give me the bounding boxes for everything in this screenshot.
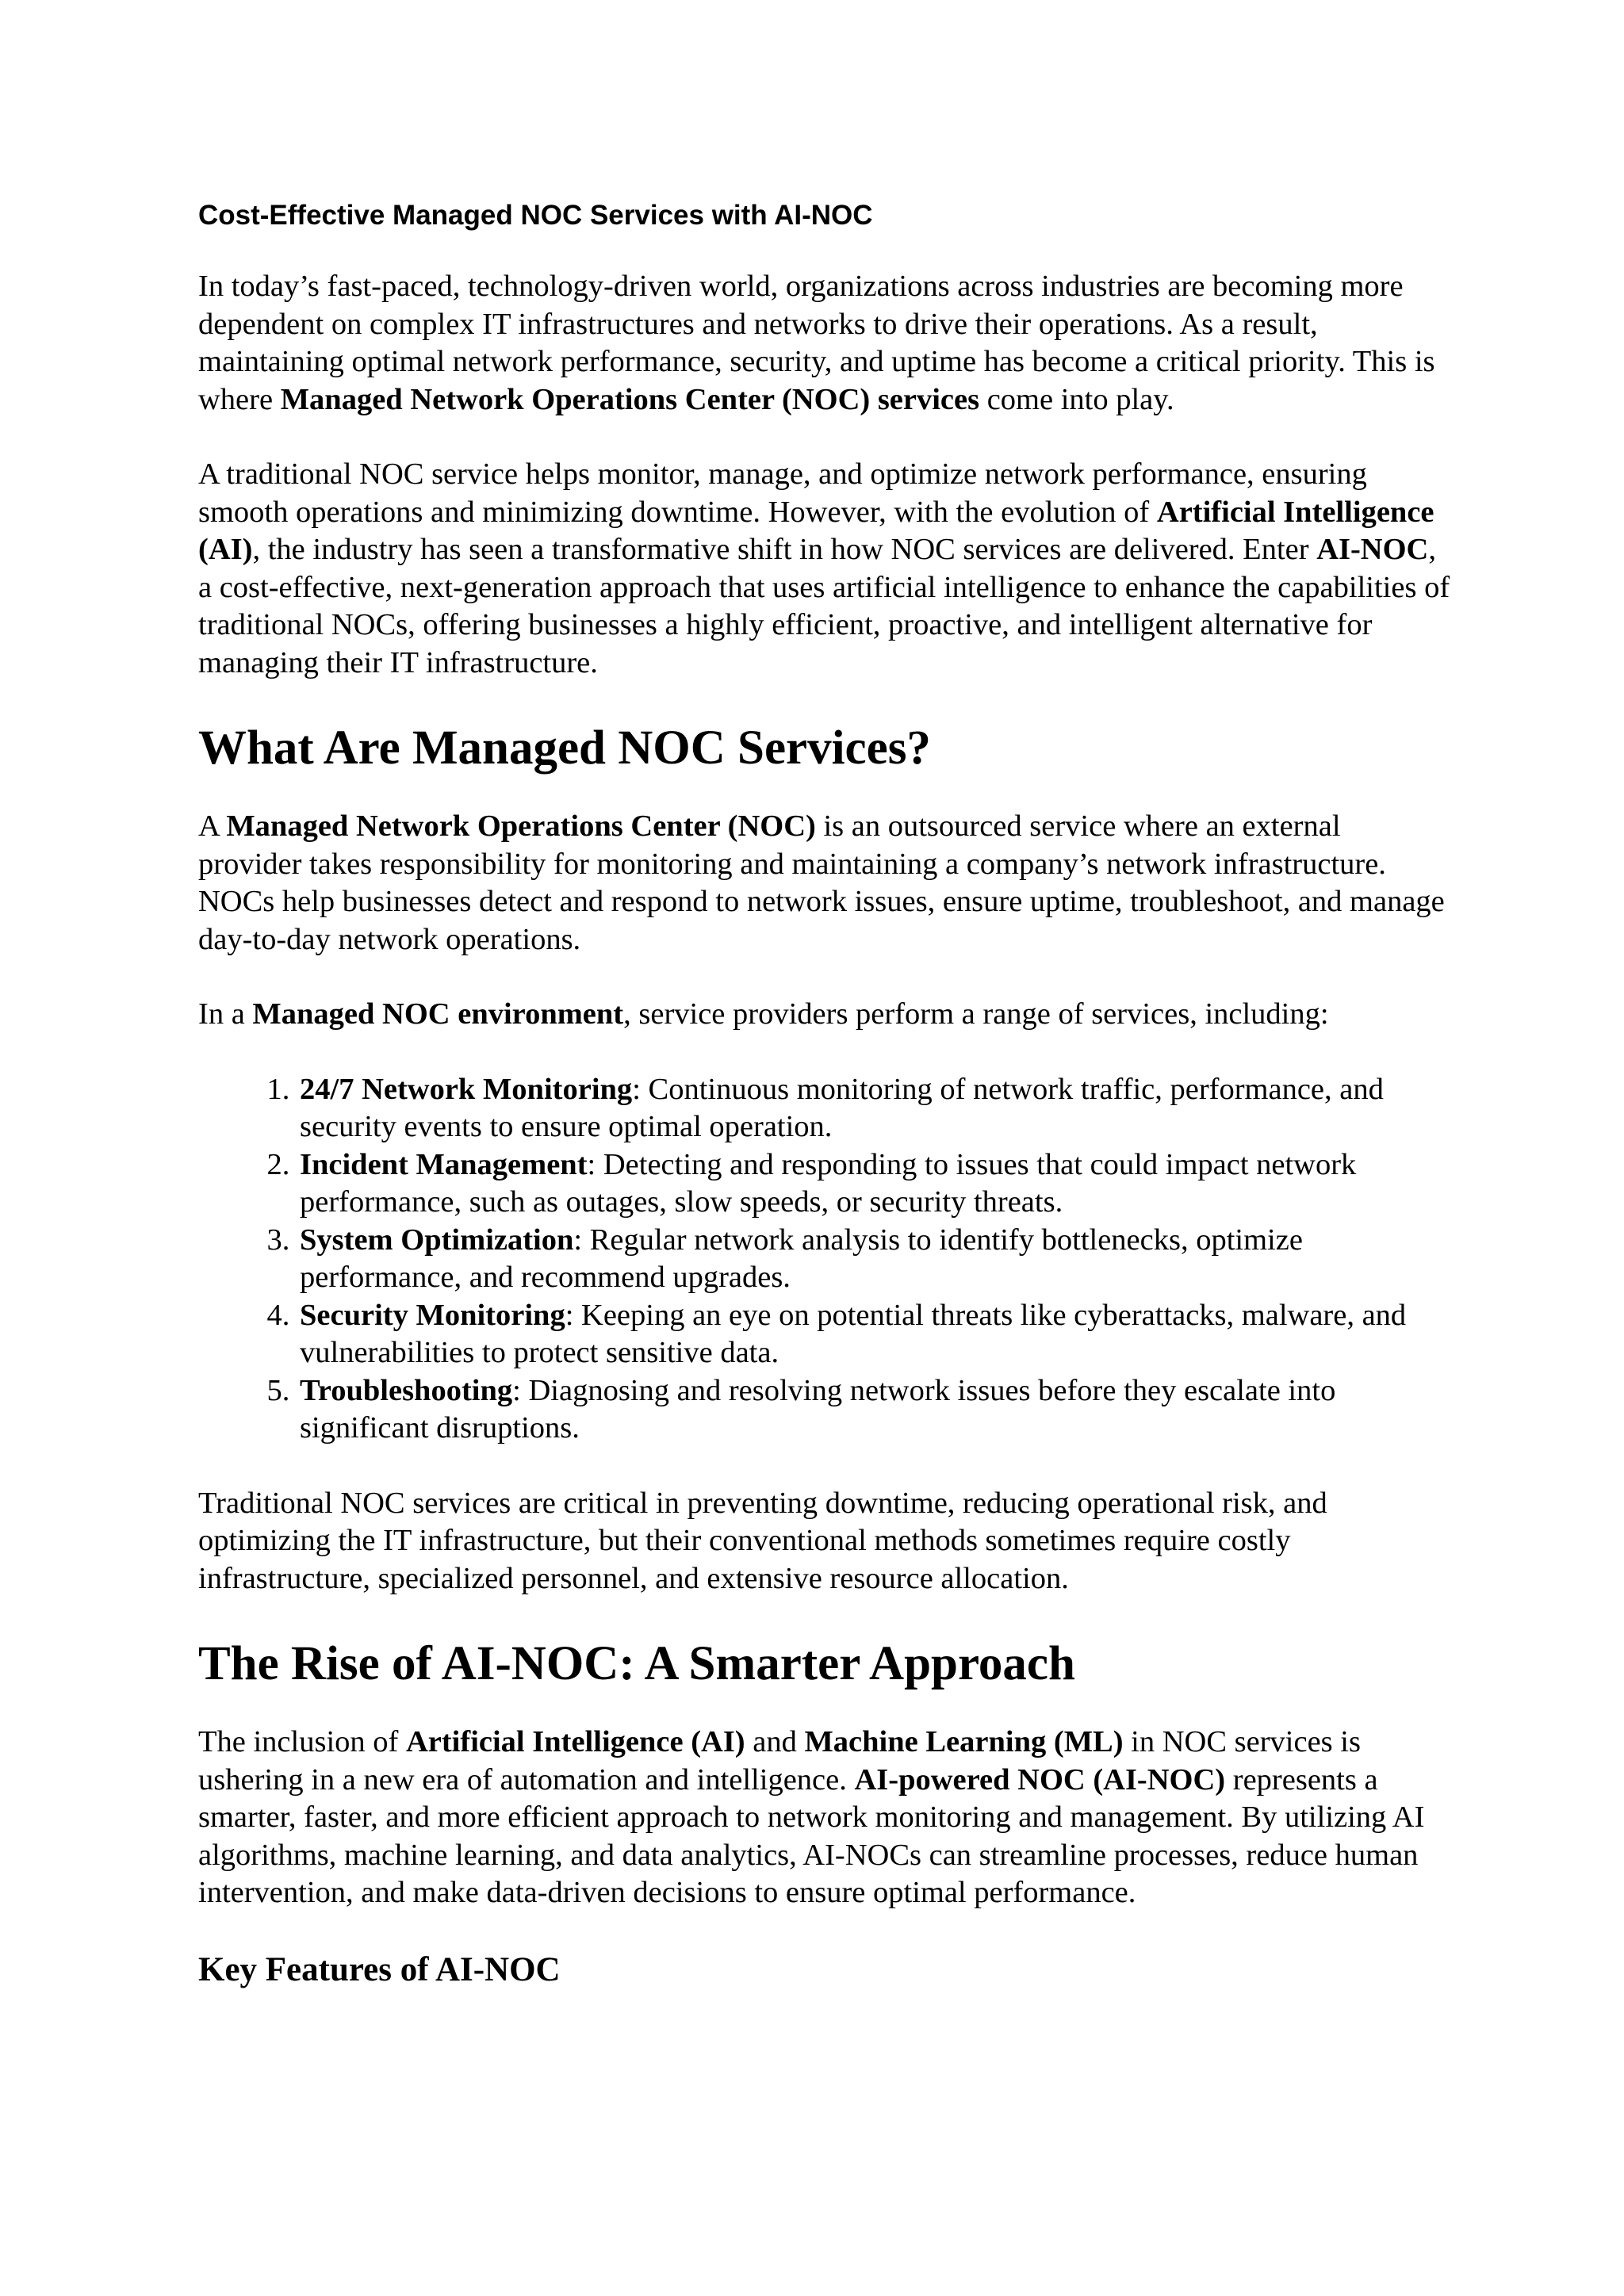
list-item <box>297 1297 1451 1372</box>
bold-text: Machine Learning (ML) <box>804 1725 1124 1758</box>
text-run: In today’s fast-paced, technology-driven world, organizations across industries are becoming more dependent on complex IT infrastructures and networks to drive their operations. As a result, maintaining optimal network performance, security, and uptime has become a critical priority. This is where <box>198 270 1435 416</box>
document-title: Cost-Effective Managed NOC Services with AI-NOC <box>198 200 873 231</box>
bold-text: AI-NOC <box>1316 533 1429 566</box>
list-item-desc: : Keeping an eye on potential threats like cyberattacks, malware, and vulnerabilities to protect sensitive data. <box>300 1298 1407 1369</box>
list-item-term: Troubleshooting <box>300 1373 513 1407</box>
bold-text: Artificial Intelligence (AI) <box>198 495 1434 566</box>
text-run: , service providers perform a range of services, including: <box>623 997 1329 1031</box>
bold-text: Managed Network Operations Center (NOC) services <box>280 382 980 416</box>
text-run: The inclusion of <box>198 1725 406 1758</box>
text-run: , the industry has seen a transformative shift in how NOC services are delivered. Enter <box>252 533 1317 566</box>
bold-text: Managed Network Operations Center (NOC) <box>226 809 816 843</box>
text-run: in NOC services is ushering in a new era of automation and intelligence. <box>198 1725 1361 1797</box>
text-run: A traditional NOC service helps monitor, manage, and optimize network performance, ensuring smooth operations and minimizing downtime. However, with the evolution of <box>198 457 1367 529</box>
document-page <box>198 198 1451 1991</box>
section-heading-managed-noc: What Are Managed NOC Services? <box>198 721 931 775</box>
section-heading-rise-of-ai-noc: The Rise of AI-NOC: A Smarter Approach <box>198 1637 1075 1690</box>
list-item-term: System Optimization <box>300 1223 574 1257</box>
text-run: A <box>198 809 227 843</box>
list-item <box>297 1222 1451 1297</box>
list-item <box>297 1372 1451 1448</box>
text-run: In a <box>198 997 253 1031</box>
intro-paragraph-1 <box>198 268 1451 419</box>
subheading-key-features: Key Features of AI-NOC <box>198 1950 561 1988</box>
section1-paragraph-3: Traditional NOC services are critical in preventing downtime, reducing operational risk, and optimizing the IT infrastructure, but their conventional methods sometimes require costly infrastructure, specialized personnel, and extensive resource allocation. <box>198 1486 1327 1595</box>
list-item <box>297 1146 1451 1222</box>
text-run: represents a smarter, faster, and more efficient approach to network monitoring and management. By utilizing AI algorithms, machine learning, and data analytics, AI-NOCs can streamline processes, reduce human intervention, and make data-driven decisions to ensure optimal performance. <box>198 1762 1425 1909</box>
bold-text: Artificial Intelligence (AI) <box>405 1725 745 1758</box>
text-run: is an outsourced service where an external provider takes responsibility for monitoring and maintaining a company’s network infrastructure. NOCs help businesses detect and respond to network issues, ensure uptime, troubleshoot, and manage day-to-day network operations. <box>198 809 1445 956</box>
list-item-desc: : Regular network analysis to identify bottlenecks, optimize performance, and recommend upgrades. <box>300 1223 1303 1294</box>
bold-text: AI-powered NOC (AI-NOC) <box>854 1762 1226 1797</box>
bold-text: Managed NOC environment <box>252 997 624 1031</box>
intro-paragraph-2 <box>198 456 1451 682</box>
list-item-term: 24/7 Network Monitoring <box>300 1072 633 1106</box>
list-item-term: Incident Management <box>300 1147 588 1181</box>
text-run: , a cost-effective, next-generation approach that uses artificial intelligence to enhance the capabilities of traditional NOCs, offering businesses a highly efficient, proactive, and intelligent alternative for managing their IT infrastructure. <box>198 533 1450 679</box>
services-list <box>198 1071 1451 1448</box>
text-run: come into play. <box>979 382 1174 416</box>
text-run: and <box>745 1725 805 1758</box>
section2-paragraph-1 <box>198 1724 1451 1912</box>
list-item-desc: : Detecting and responding to issues that could impact network performance, such as outages, slow speeds, or security threats. <box>300 1147 1357 1219</box>
section1-paragraph-2 <box>198 996 1451 1034</box>
list-item <box>297 1071 1451 1146</box>
list-item-desc: : Continuous monitoring of network traffic, performance, and security events to ensure optimal operation. <box>300 1072 1384 1143</box>
list-item-desc: : Diagnosing and resolving network issues before they escalate into significant disruptions. <box>300 1373 1336 1445</box>
list-item-term: Security Monitoring <box>300 1298 565 1332</box>
section1-paragraph-1 <box>198 808 1451 959</box>
